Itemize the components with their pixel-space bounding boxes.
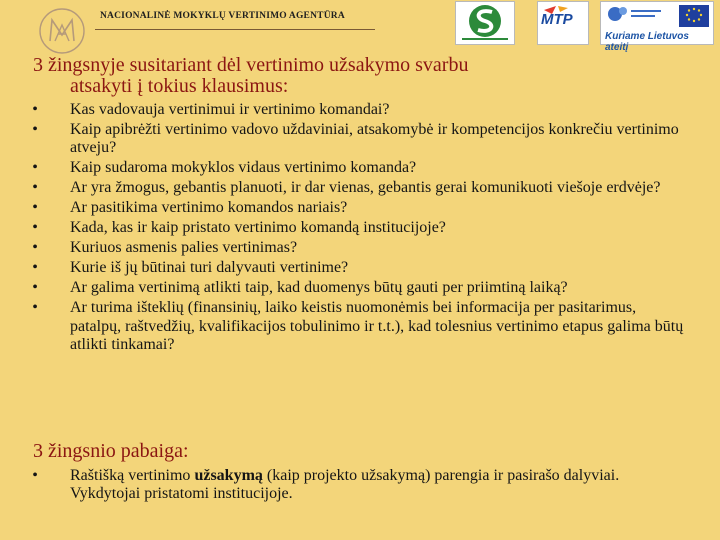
bullet-icon: •: [32, 199, 38, 217]
bullet-icon: •: [32, 299, 38, 317]
step3-heading-line1: 3 žingsnyje susitariant dėl vertinimo užsakymo svarbu: [33, 54, 469, 76]
step-end-heading: 3 žingsnio pabaiga:: [33, 440, 189, 462]
list-item: • Kas vadovauja vertinimui ir vertinimo komandai?: [30, 101, 690, 119]
step3-heading: [33, 55, 673, 97]
nma-monogram-logo: [38, 7, 86, 55]
bullet-icon: •: [32, 259, 38, 277]
bullet-icon: •: [32, 279, 38, 297]
bullet-icon: •: [32, 101, 38, 118]
list-item: • Kuriuos asmenis palies vertinimas?: [30, 239, 690, 257]
list-item: • Raštišką vertinimo užsakymą (kaip projekto užsakymą) parengia ir pasirašo dalyviai. Vykdytojai pristatomi institucijoje.: [30, 467, 690, 504]
list-item: • Kurie iš jų būtinai turi dalyvauti vertinime?: [30, 259, 690, 277]
bullet-icon: •: [32, 159, 38, 177]
list-item: • Ar galima vertinimą atlikti taip, kad duomenys būtų gauti per priimtiną laiką?: [30, 279, 690, 297]
step-end-list: [30, 467, 690, 504]
bullet-icon: •: [32, 467, 38, 484]
list-item: • Ar pasitikima vertinimo komandos nariais?: [30, 199, 690, 217]
kuriame-lietuvos-ateiti-logo: Kuriame Lietuvos ateitį: [600, 1, 714, 45]
list-item: • Kaip apibrėžti vertinimo vadovo uždaviniai, atsakomybė ir kompetencijos konkrečiu vertinimo atveju?: [30, 121, 690, 158]
step3-heading-line2: atsakyti į tokius klausimus:: [70, 75, 289, 97]
question-list: [30, 101, 690, 355]
list-item: • Kada, kas ir kaip pristato vertinimo komandą institucijoje?: [30, 219, 690, 237]
bullet-icon: •: [32, 219, 38, 237]
list-item: • Ar turima išteklių (finansinių, laiko keistis nuomonėmis bei informacija per pasitarimus, patalpų, raštvedžių, kvalifikacijos tobulinimo ir t.t.), kad tolesnius vertinimo etapus galima būtų atlikti tinkamai?: [30, 299, 690, 354]
list-item: • Kaip sudaroma mokyklos vidaus vertinimo komanda?: [30, 159, 690, 177]
emphasis-word: užsakymą: [194, 467, 263, 484]
green-s-logo: [455, 1, 515, 45]
agency-name: NACIONALINĖ MOKYKLŲ VERTINIMO AGENTŪRA: [100, 11, 345, 21]
list-item: • Ar yra žmogus, gebantis planuoti, ir dar vienas, gebantis gerai komunikuoti viešoje erdvėje?: [30, 179, 690, 197]
bullet-icon: •: [32, 121, 38, 138]
bullet-icon: •: [32, 239, 38, 257]
bullet-icon: •: [32, 179, 38, 197]
header-divider: [95, 29, 375, 30]
mtp-logo: MTP: [537, 1, 589, 45]
